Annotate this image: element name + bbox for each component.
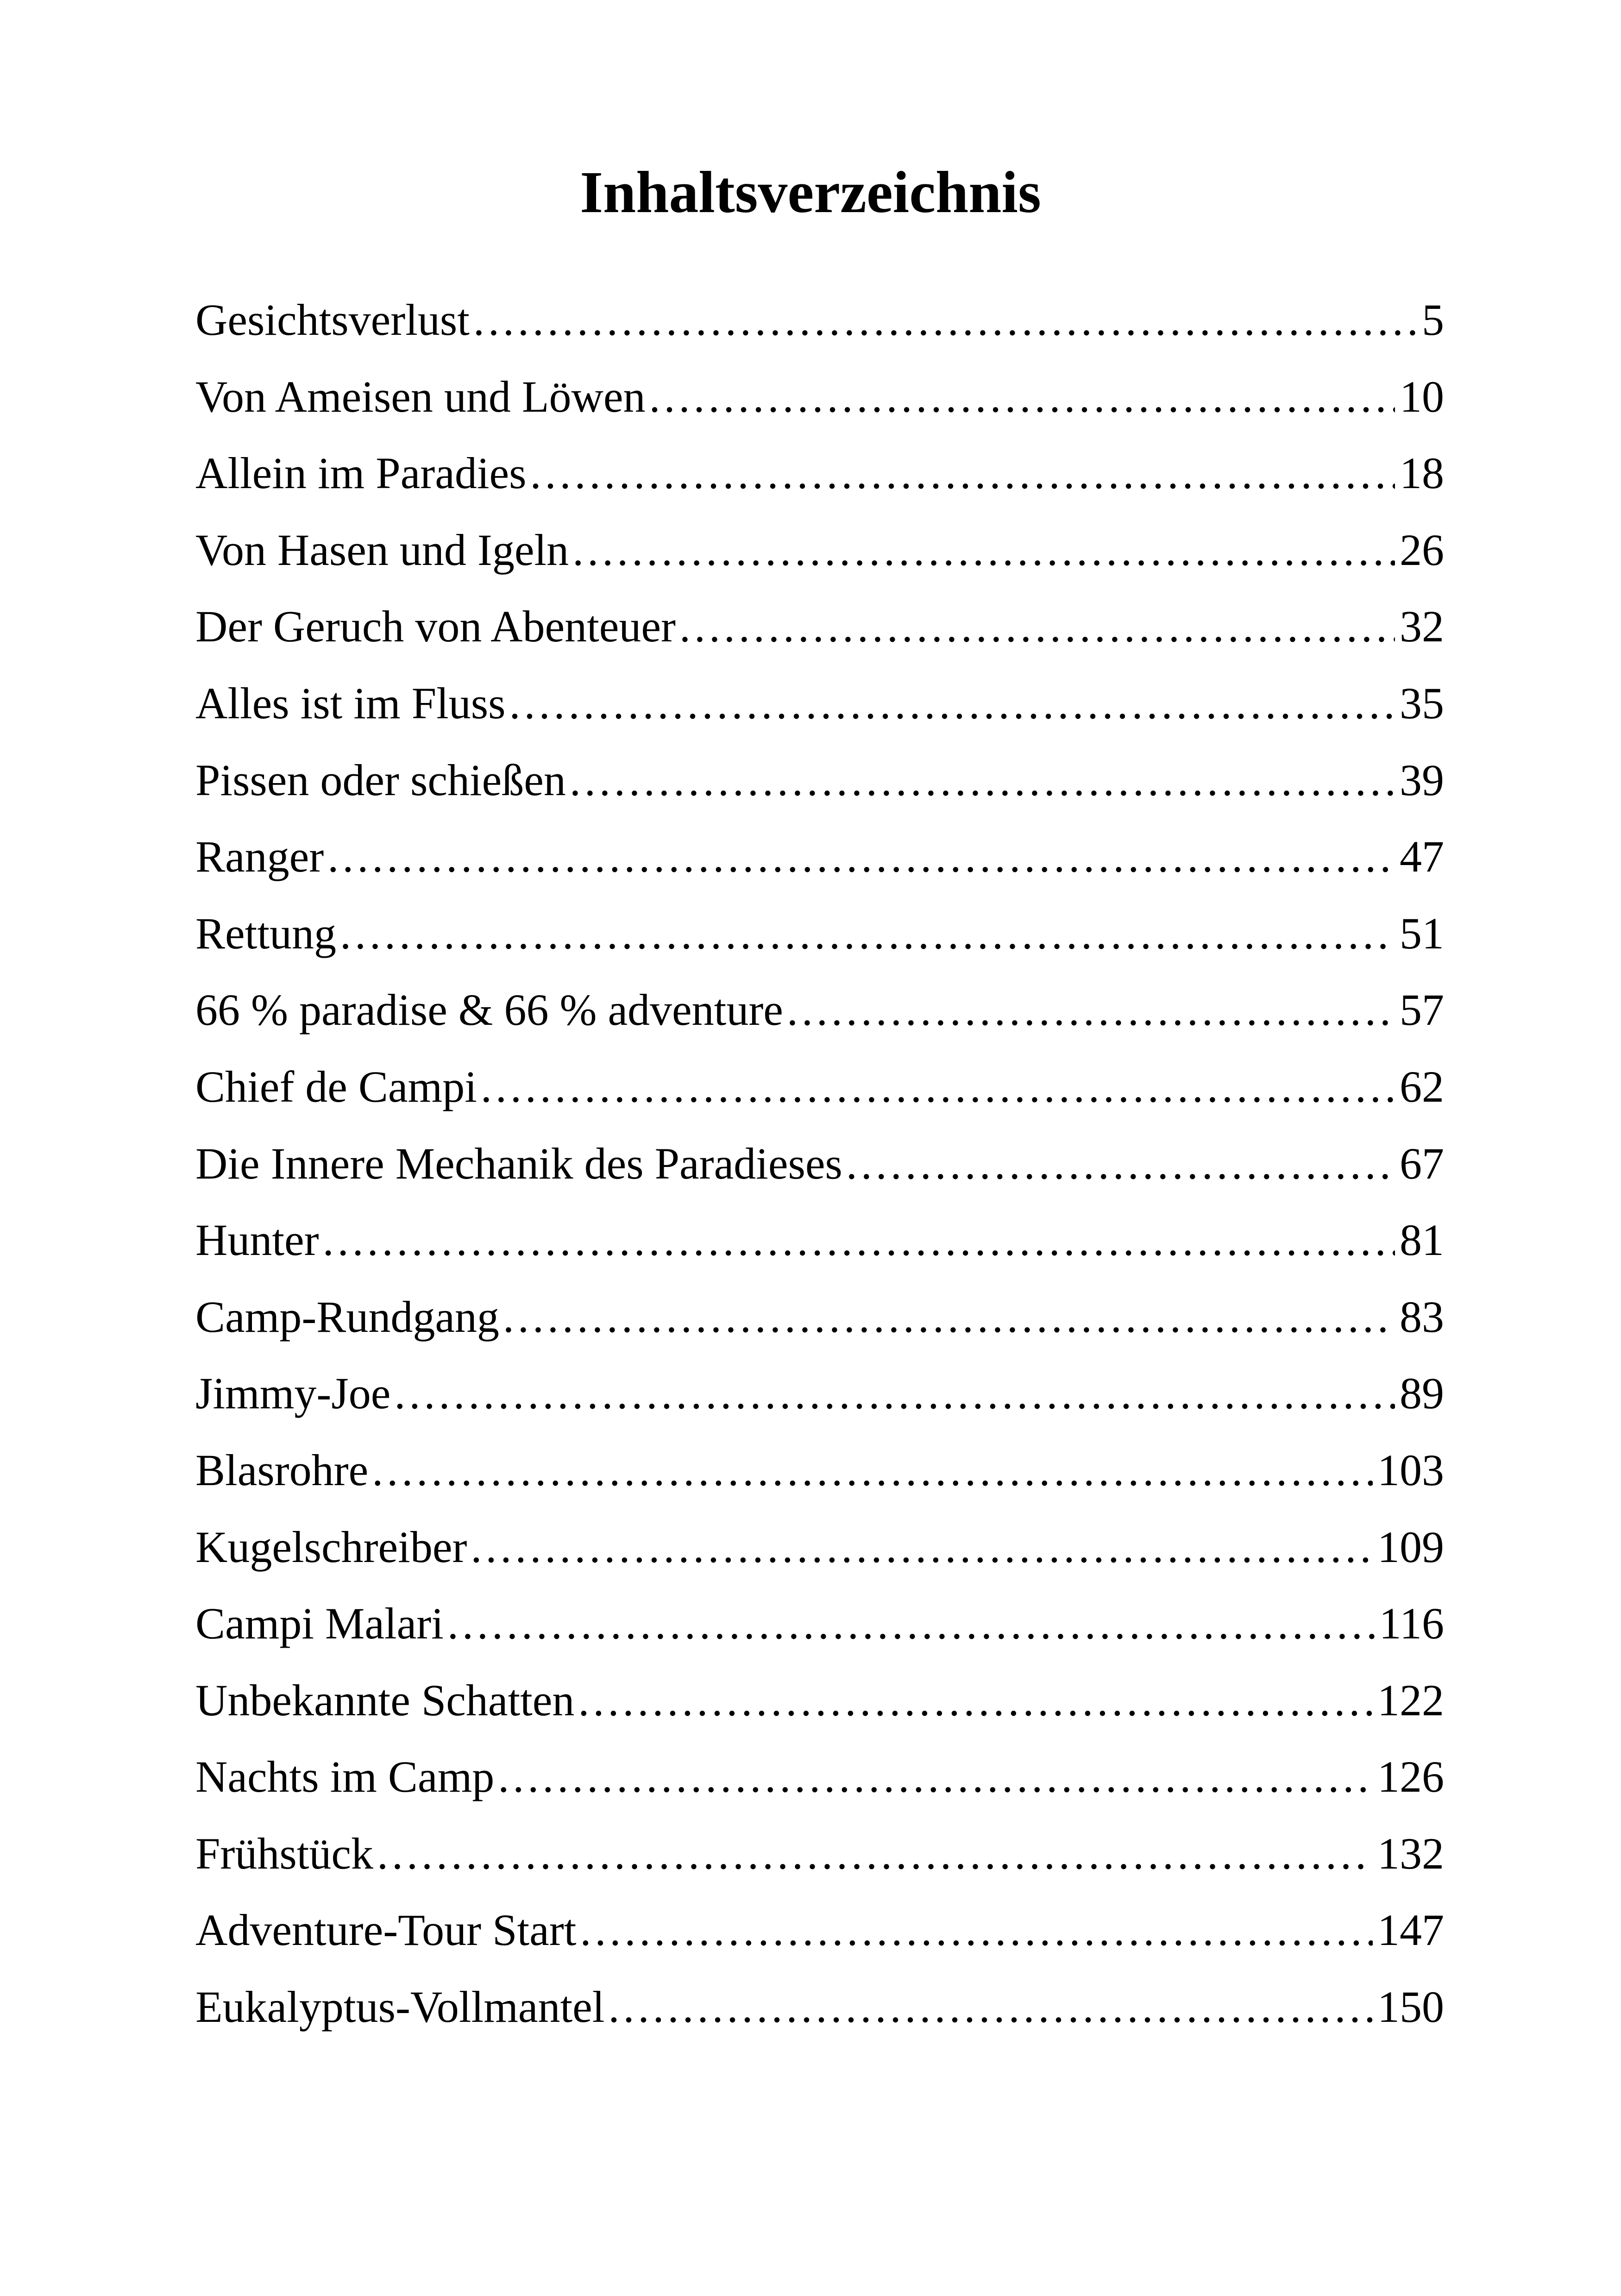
toc-entry[interactable] (195, 895, 1444, 972)
toc-entry-title: Eukalyptus-Vollmantel (195, 1982, 605, 2032)
toc-entry-title: Jimmy-Joe (195, 1368, 391, 1418)
toc-entry-page-number: 109 (1377, 1522, 1444, 1572)
dot-leader (580, 1892, 1373, 1969)
toc-entry-page-number: 26 (1400, 525, 1444, 575)
dot-leader (323, 1202, 1395, 1279)
toc-entry-page-number: 126 (1377, 1752, 1444, 1802)
dot-leader (503, 1279, 1395, 1355)
toc-entry[interactable] (195, 1432, 1444, 1509)
toc-entry-title: Allein im Paradies (195, 448, 527, 498)
dot-leader (481, 1048, 1395, 1125)
toc-entry-title: Frühstück (195, 1828, 373, 1878)
toc-entry[interactable] (195, 1969, 1444, 2045)
toc-entry[interactable] (195, 588, 1444, 665)
toc-entry-title: Alles ist im Fluss (195, 678, 506, 728)
toc-entry[interactable] (195, 1048, 1444, 1125)
toc-entry-page-number: 83 (1400, 1292, 1444, 1342)
toc-entry-page-number: 132 (1377, 1828, 1444, 1878)
toc-entry[interactable] (195, 972, 1444, 1048)
dot-leader (530, 435, 1395, 512)
toc-entry-title: Campi Malari (195, 1599, 444, 1649)
dot-leader (498, 1738, 1373, 1815)
dot-leader (570, 742, 1395, 819)
toc-entry-title: Rettung (195, 908, 336, 958)
toc-entry-title: Pissen oder schießen (195, 755, 566, 805)
toc-entry[interactable] (195, 1738, 1444, 1815)
toc-entry-page-number: 51 (1400, 908, 1444, 958)
page-title: Inhaltsverzeichnis (580, 159, 1041, 225)
toc-entry-page-number: 67 (1400, 1138, 1444, 1188)
dot-leader (471, 1509, 1373, 1586)
dot-leader (649, 358, 1395, 435)
toc-entry-title: Chief de Campi (195, 1061, 477, 1111)
toc-entry[interactable] (195, 1279, 1444, 1355)
toc-entry-page-number: 35 (1400, 678, 1444, 728)
toc-entry[interactable] (195, 665, 1444, 742)
toc-entry-page-number: 18 (1400, 448, 1444, 498)
toc-entry-page-number: 89 (1400, 1368, 1444, 1418)
toc-entry-title: Von Ameisen und Löwen (195, 371, 646, 421)
dot-leader (578, 1662, 1373, 1739)
toc-entry-title: Ranger (195, 832, 324, 882)
toc-entry-title: Der Geruch von Abenteuer (195, 602, 676, 652)
dot-leader (377, 1815, 1373, 1892)
toc-entry[interactable] (195, 742, 1444, 819)
toc-entry[interactable] (195, 1892, 1444, 1969)
toc-entry-title: Kugelschreiber (195, 1522, 467, 1572)
toc-entry-page-number: 116 (1379, 1599, 1444, 1649)
toc-entry-page-number: 10 (1400, 371, 1444, 421)
dot-leader (473, 282, 1417, 358)
toc-entry-title: Hunter (195, 1215, 319, 1265)
table-of-contents (195, 282, 1444, 2045)
dot-leader (679, 588, 1395, 665)
toc-entry-page-number: 39 (1400, 755, 1444, 805)
toc-entry[interactable] (195, 1585, 1444, 1662)
dot-leader (447, 1585, 1375, 1662)
toc-entry-title: Von Hasen und Igeln (195, 525, 569, 575)
toc-entry-title: Gesichtsverlust (195, 295, 470, 345)
toc-entry[interactable] (195, 1815, 1444, 1892)
dot-leader (572, 512, 1395, 589)
dot-leader (846, 1125, 1395, 1202)
dot-leader (327, 818, 1395, 895)
toc-entry-title: Camp-Rundgang (195, 1292, 499, 1342)
toc-entry-title: Nachts im Camp (195, 1752, 495, 1802)
toc-entry-page-number: 150 (1377, 1982, 1444, 2032)
toc-entry[interactable] (195, 435, 1444, 512)
toc-entry[interactable] (195, 358, 1444, 435)
toc-entry-page-number: 122 (1377, 1675, 1444, 1725)
toc-entry[interactable] (195, 1662, 1444, 1739)
dot-leader (372, 1432, 1373, 1509)
toc-entry-title: Blasrohre (195, 1445, 369, 1495)
toc-entry[interactable] (195, 512, 1444, 589)
toc-entry-page-number: 47 (1400, 832, 1444, 882)
toc-entry[interactable] (195, 1125, 1444, 1202)
toc-entry-page-number: 62 (1400, 1061, 1444, 1111)
toc-entry-title: Unbekannte Schatten (195, 1675, 575, 1725)
toc-entry-page-number: 81 (1400, 1215, 1444, 1265)
dot-leader (787, 972, 1395, 1048)
toc-entry-title: 66 % paradise & 66 % adventure (195, 985, 783, 1035)
toc-entry[interactable] (195, 1202, 1444, 1279)
toc-entry-title: Die Innere Mechanik des Paradieses (195, 1138, 842, 1188)
dot-leader (608, 1969, 1373, 2045)
toc-entry[interactable] (195, 1509, 1444, 1586)
toc-entry[interactable] (195, 818, 1444, 895)
toc-entry-page-number: 103 (1377, 1445, 1444, 1495)
toc-entry-page-number: 57 (1400, 985, 1444, 1035)
toc-entry[interactable] (195, 282, 1444, 358)
dot-leader (509, 665, 1395, 742)
toc-entry-page-number: 5 (1422, 295, 1444, 345)
toc-entry-page-number: 32 (1400, 602, 1444, 652)
dot-leader (394, 1355, 1395, 1432)
toc-entry[interactable] (195, 1355, 1444, 1432)
dot-leader (340, 895, 1395, 972)
toc-entry-page-number: 147 (1377, 1905, 1444, 1955)
toc-entry-title: Adventure-Tour Start (195, 1905, 577, 1955)
